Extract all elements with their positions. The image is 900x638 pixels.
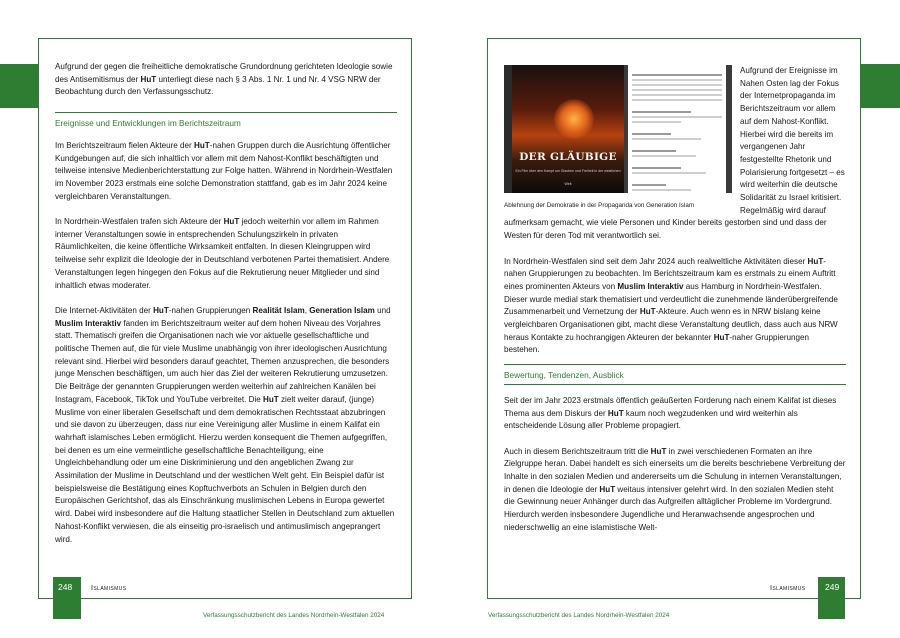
poster-title: DER GLÄUBIGE — [519, 151, 617, 163]
left-page-content — [55, 61, 397, 559]
poster-subtitle: Ein Film über den Kampf um Glauben und Freiheit in der westlichen Welt — [515, 169, 621, 186]
paragraph: Aufgrund der Ereignisse im Nahen Osten lag der Fokus der Internetpropaganda im Berichtszeitraum vor allem auf dem Nahost-Konflikt. Hierbei wird die bereits im vergangenen Jahr festgestellte Rhetorik und Polarisierung fortgesetzt – es wird weiterhin die deutsche Solidarität zu Israel kritisiert. Regelmäßig wird darauf aufmerksam gemacht, wie viele Personen und Kinder bereits gestorben sind und dass der Westen für deren Tod mit verantwortlich sei. — [504, 66, 845, 241]
section-heading-assessment: Bewertung, Tendenzen, Ausblick — [504, 370, 846, 385]
right-report-title: Verfassungsschutzbericht des Landes Nordrhein-Westfalen 2024 — [488, 612, 670, 619]
left-page-tab — [0, 64, 39, 108]
poster-image — [512, 65, 624, 193]
paragraph: Im Berichtszeitraum fielen Akteure der HuT-nahen Gruppen durch die Ausrichtung öffentlicher Kundgebungen auf, die sich inhaltlich vor allem mit dem Nahost-Konflikt beschäftigten und teilweise intensive Medienberichterstattung zur Folge hatten. Während in Nordrhein-Westfalen im November 2023 erstmals eine solche Demonstration stattfand, gab es im Jahr 2024 keine vergleichbaren Veranstaltungen. — [55, 140, 393, 201]
paragraph: In Nordrhein-Westfalen trafen sich Akteure der HuT jedoch weiterhin vor allem im Rahmen interner Veranstaltungen sowie in entsprechenden Schulungszirkeln in privaten Räumlichkeiten, die keine öffentliche Wirksamkeit entfalten. In diesen Kleingruppen wird teilweise sehr explizit die Ideologie der in Deutschland verbotenen Partei thematisiert. Andere Veranstaltungen legen hingegen den Fokus auf die Rekrutierung neuer Mitglieder und sind inhaltlich etwas moderater. — [55, 217, 390, 290]
section-divider — [504, 364, 846, 365]
paragraph: Seit der im Jahr 2023 erstmals öffentlich geäußerten Forderung nach einem Kalifat ist dieses Thema aus dem Diskurs der HuT kaum noch wegzudenken und wird weiterhin als entscheidende Lösung aller Probleme propagiert. — [504, 395, 837, 431]
left-page-number: 248 — [58, 582, 73, 592]
left-report-title: Verfassungsschutzbericht des Landes Nordrhein-Westfalen 2024 — [203, 612, 385, 619]
right-page-tab — [860, 64, 900, 108]
right-page-content — [504, 65, 846, 547]
intro-paragraph: Aufgrund der gegen die freiheitliche demokratische Grundordnung gerichteten Ideologie sowie des Antisemitismus der HuT unterliegt diese nach § 3 Abs. 1 Nr. 1 und Nr. 4 VSG NRW der Beobachtung durch den Verfassungsschutz. — [55, 62, 393, 97]
paragraph: Die Internet-Aktivitäten der HuT-nahen Gruppierungen Realität Islam, Generation Islam und Muslim Interaktiv fanden im Berichtszeitraum weiter auf dem hohen Niveau des Vorjahres statt. Thematisch greifen die Organisationen nach wie vor aktuelle gesellschaftliche und politische Themen auf, die für viele Muslime unabhängig von ihrer ideologischen Ausrichtung relevant sind. Hierbei wird besonders darauf geachtet, Themen anzusprechen, die besonders junge Menschen beschäftigen, um auch hier das Ziel der weiteren Rekrutierung umzusetzen. Die Beiträge der genannten Gruppierungen werden weiterhin auf zahlreichen Kanälen bei Instagram, Facebook, TikTok und YouTube verbreitet. Die HuT zielt weiter darauf, (junge) Muslime von einer liberalen Gesellschaft und dem demokratischen Rechtsstaat abzubringen und sie davon zu überzeugen, dass nur eine Vereinigung aller Muslime in einem Kalifat ein wahrhaft islamisches Leben ermöglicht. Hierzu werden konsequent die Themen aufgegriffen, bei denen es um eine vermeintliche gesellschaftliche Benachteiligung, eine Ungleichbehandlung oder um eine Diskriminierung und den angeblichen Zwang zur Assimilation der Muslime in Deutschland und der westlichen Welt geht. Ein Beispiel dafür ist beispielsweise die Bestätigung eines Kopftuchverbots an Schulen in Belgien durch den Europäischen Gerichtshof, das als Einschränkung muslimischen Lebens in Europa gewertet wird. Dabei wird insbesondere auf die Haltung staatlicher Stellen in Deutschland zum aktuellen Nahost-Konflikt verwiesen, die als einseitig pro-israelisch und antimuslimisch angeprangert wird. — [55, 305, 395, 544]
right-section-label: Islamismus — [770, 583, 806, 592]
figure-caption: Ablehnung der Demokratie in der Propaganda von Generation Islam — [504, 202, 695, 209]
left-section-label: Islamismus — [91, 583, 127, 592]
section-heading-events: Ereignisse und Entwicklungen im Berichtszeitraum — [55, 117, 241, 128]
paragraph: Auch in diesem Berichtszeitraum tritt die HuT in zwei verschiedenen Formaten an ihre Zielgruppe heran. Dabei handelt es sich einerseits um die bereits beschriebene Verbreitung der Inhalte in den sozialen Medien und andererseits um die Schulung in internen Veranstaltungen, in denen die Ideologie der HuT weitaus intensiver gelehrt wird. In den sozialen Medien steht die Gewinnung neuer Anhänger durch das Aufgreifen alltäglicher Probleme im Vordergrund. Hierdurch werden insbesondere Jugendliche und Heranwachsende angesprochen und niederschwellig an eine islamistische Welt- — [504, 446, 846, 532]
paragraph: In Nordrhein-Westfalen sind seit dem Jahr 2024 auch realweltliche Aktivitäten dieser HuT-nahen Gruppierungen zu beobachten. Im Berichtszeitraum kam es erstmals zu einem Auftritt eines prominenten Akteurs von Muslim Interaktiv aus Hamburg in Nordrhein-Westfalen. Dieser wurde medial stark thematisiert und verdeutlicht die zunehmende länderübergreifende Zusammenarbeit und Vernetzung der HuT-Akteure. Auch wenn es in NRW bislang keine vergleichbaren Organisationen gibt, macht diese Veranstaltung deutlich, dass auch aus NRW heraus Kontakte zu hochrangigen Akteuren der bekannter HuT-naher Gruppierungen bestehen. — [504, 256, 838, 355]
right-page-number: 249 — [825, 582, 840, 592]
right-page — [487, 38, 861, 599]
propaganda-figure — [504, 65, 732, 210]
section-divider — [55, 112, 397, 113]
left-page — [38, 38, 412, 599]
post-comments-panel — [628, 65, 726, 193]
propaganda-screenshot — [504, 65, 732, 193]
